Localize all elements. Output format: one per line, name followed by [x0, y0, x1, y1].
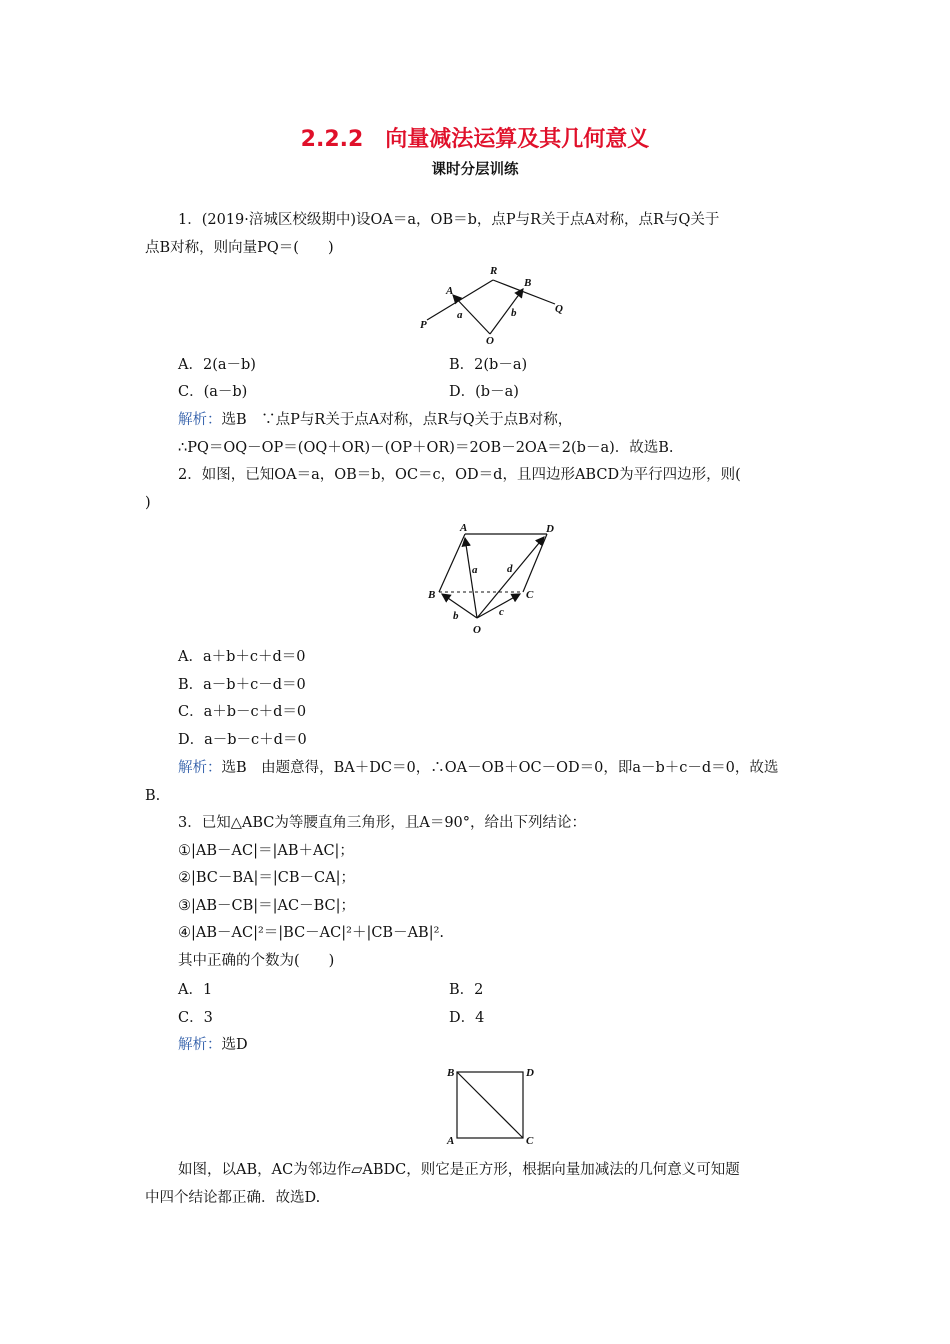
q2-solution-line1	[178, 758, 778, 778]
q2-option-c[interactable]: C．a＋b－c＋d＝0	[178, 704, 307, 720]
q2-solution-text: 选B 由题意得，BA＋DC＝0，∴OA－OB＋OC－OD＝0，即a－b＋c－d＝0，故选	[221, 760, 779, 776]
q2-stem-line1: 2．如图，已知OA＝a，OB＝b，OC＝c，OD＝d，且四边形ABCD为平行四边形，则(	[178, 467, 741, 483]
diagonal-bc	[457, 1072, 523, 1138]
q3-item-4: ④|AB－AC|²＝|BC－AC|²＋|CB－AB|².	[178, 925, 445, 941]
label-a: A	[460, 522, 468, 534]
q3-solution-label: 解析：	[178, 1037, 222, 1053]
q2-option-d[interactable]: D．a－b－c＋d＝0	[178, 732, 307, 748]
q1-solution-line2: ∴PQ＝OQ－OP＝(OQ＋OR)－(OP＋OR)＝2OB－2OA＝2(b－a)．故选B.	[178, 440, 674, 456]
label-b: B	[524, 277, 532, 289]
page-subtitle: 课时分层训练	[431, 162, 519, 178]
edge-dc	[523, 534, 547, 592]
q2-option-a[interactable]: A．a＋b＋c＋d＝0	[178, 649, 306, 665]
label-vec-a: a	[457, 309, 463, 321]
q1-solution-line1	[178, 410, 572, 430]
q2-figure	[425, 520, 560, 638]
label-c: C	[526, 589, 534, 601]
label-vec-b: b	[511, 307, 517, 319]
q3-stem: 3．已知△ABC为等腰直角三角形，且A＝90°，给出下列结论：	[178, 815, 587, 831]
label-q: Q	[555, 303, 563, 315]
q1-option-a[interactable]: A．2(a－b)	[178, 357, 256, 373]
q3-option-d[interactable]: D．4	[449, 1010, 485, 1026]
q1-solution-label: 解析：	[178, 412, 222, 428]
q3-option-a[interactable]: A．1	[178, 982, 213, 998]
q3-item-2: ②|BC－BA|＝|CB－CA|；	[178, 870, 356, 886]
q1-option-d[interactable]: D．(b－a)	[449, 384, 519, 400]
q1-stem-line2: 点B对称，则向量PQ＝( )	[145, 240, 334, 256]
edge-ab	[439, 534, 465, 592]
label-vec-c: c	[499, 606, 504, 618]
q3-solution-text: 选D	[221, 1037, 248, 1053]
q3-option-b[interactable]: B．2	[449, 982, 484, 998]
q3-figure	[443, 1063, 543, 1148]
q3-solution	[178, 1035, 248, 1055]
label-r: R	[490, 265, 498, 277]
q2-stem-line2: )	[145, 495, 151, 511]
q3-question: 其中正确的个数为( )	[178, 953, 335, 969]
q3-explain-line2: 中四个结论都正确．故选D.	[145, 1190, 321, 1206]
q1-solution-text: 选B ∵点P与R关于点A对称，点R与Q关于点B对称，	[221, 412, 573, 428]
label-a: A	[447, 1135, 455, 1147]
label-p: P	[420, 319, 427, 331]
label-o: O	[486, 335, 494, 344]
label-d: D	[546, 523, 554, 535]
q3-explain-line1: 如图，以AB，AC为邻边作▱ABDC，则它是正方形，根据向量加减法的几何意义可知题	[178, 1162, 740, 1178]
q3-option-c[interactable]: C．3	[178, 1010, 213, 1026]
q2-solution-label: 解析：	[178, 760, 222, 776]
vector-od	[477, 537, 544, 618]
label-b: B	[447, 1067, 455, 1079]
label-vec-a: a	[472, 564, 478, 576]
label-o: O	[473, 624, 481, 636]
q3-item-1: ①|AB－AC|＝|AB＋AC|；	[178, 843, 354, 859]
label-a: A	[446, 285, 454, 297]
vector-ob	[442, 594, 477, 618]
q2-solution-line2: B.	[145, 788, 161, 804]
q1-figure	[415, 262, 575, 344]
q1-option-c[interactable]: C．(a－b)	[178, 384, 248, 400]
q1-option-b[interactable]: B．2(b－a)	[449, 357, 528, 373]
label-c: C	[526, 1135, 534, 1147]
q3-item-3: ③|AB－CB|＝|AC－BC|；	[178, 898, 356, 914]
vector-ob	[490, 289, 523, 334]
label-vec-d: d	[507, 563, 513, 575]
label-vec-b: b	[453, 610, 459, 622]
label-d: D	[526, 1067, 534, 1079]
q1-stem-line1: 1．(2019·涪城区校级期中)设OA＝a，OB＝b，点P与R关于点A对称，点R与Q关于	[178, 212, 720, 228]
page-title: 2.2.2 向量减法运算及其几何意义	[300, 127, 650, 152]
vector-oa	[465, 538, 477, 618]
label-b: B	[428, 589, 436, 601]
q2-option-b[interactable]: B．a－b＋c－d＝0	[178, 677, 306, 693]
